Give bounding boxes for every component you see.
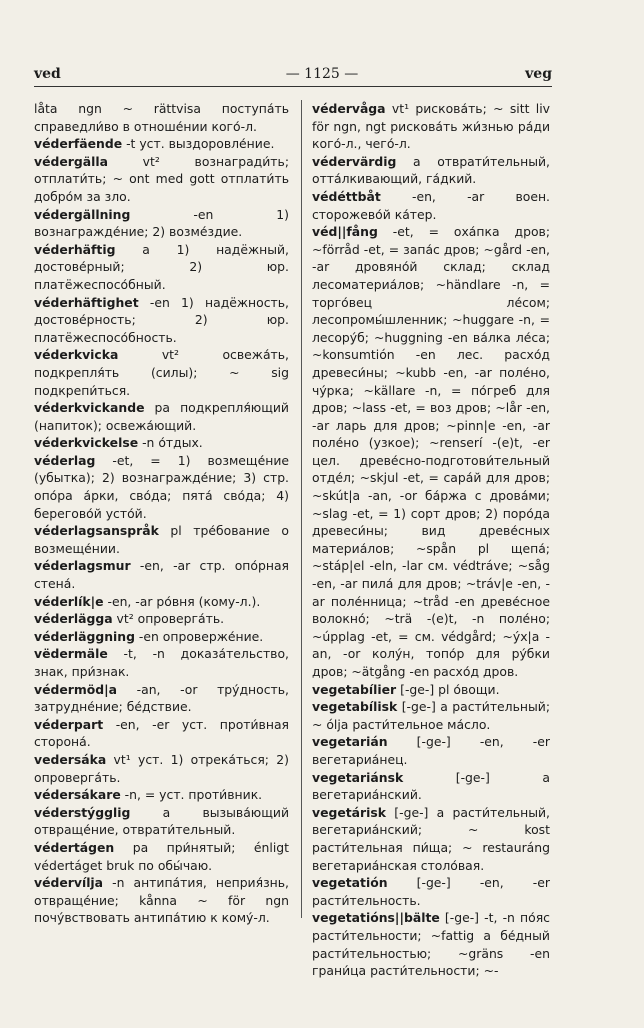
entry-headword: véderfäende <box>34 136 123 152</box>
dictionary-entry <box>34 346 289 399</box>
dictionary-entry <box>312 100 550 153</box>
entry-definition: a отврати́тельный, отта́лкивающий, га́дкий. <box>312 153 550 187</box>
dictionary-entry <box>34 100 289 135</box>
entry-headword: védergälla <box>34 153 108 169</box>
header-right-guide-word: veg <box>525 66 552 82</box>
dictionary-entry <box>312 698 550 733</box>
entry-definition: -t уст. выздоровле́ние. <box>122 136 275 152</box>
entry-definition: [-ge-] a расти́тельный, вегетариа́нский; ~ kost расти́тельная пи́ща; ~ restauráng вегетариа́нская столо́вая. <box>312 804 550 873</box>
entry-headword: véderlag <box>34 452 96 468</box>
entry-definition: -et, = оха́пка дров; ~förråd -et, = запа́с дров; ~gård -en, -ar дровяно́й склад; склад лесоматериа́лов; ~händlare -n, = торго́вец ле́сом; лесопромы́шленник; ~huggare -n, = лесору́б; ~huggning -en ва́лка ле́са; ~konsumtión -en лес. расхо́д древеси́ны; ~kubb -en, -ar поле́но, чу́рка; ~källare -n, = по́греб для дров; ~lass -et, = воз дров; ~lår -en, -ar ларь для дров; ~pinn|e -en, -ar поле́но (узкое); ~renserí -(e)t, -er цел. древе́сно-подготови́тельный отде́л; ~skjul -et, = сара́й для дров; ~skút|a -an, -or ба́ржа с дрова́ми; ~slag -et, = 1) сорт дров; 2) поро́да древеси́ны; вид древе́сных материа́лов; ~spån pl щепа́; ~stáp|el -eln, -lar см. védtráve; ~såg -en, -ar пила́ для дров; ~tráv|e -en, -ar поле́нница; ~tråd -en древе́сное волокно́; ~trä -(e)t, -n поле́но; ~úpplag -et, = см. védgård; ~ýx|a -an, -or колу́н, топо́р для ру́бки дров; ~ätgång -en расхо́д дров. <box>312 224 550 679</box>
dictionary-entry <box>312 733 550 768</box>
dictionary-entry <box>312 769 550 804</box>
entry-headword: védermöd|a <box>34 681 118 697</box>
dictionary-entry <box>34 206 289 241</box>
dictionary-entry <box>34 786 289 804</box>
entry-headword: vëdermäle <box>34 646 108 662</box>
entry-definition: vt² опроверга́ть. <box>112 611 225 627</box>
entry-definition: -an, -or тру́дность, затрудне́ние; бе́дствие. <box>34 681 289 715</box>
entry-definition: vt¹ рискова́ть; ~ sitt liv för ngn, ngt рискова́ть жи́знью ра́ди кого́-л., чего́-л. <box>312 101 550 152</box>
entry-definition: -en, -er уст. проти́вная сторона́. <box>34 716 289 750</box>
dictionary-entry <box>34 681 289 716</box>
entry-headword: védertágen <box>34 839 115 855</box>
entry-definition: -en 1) надёжность, достове́рность; 2) юр. платёжеспосо́бность. <box>34 294 289 345</box>
dictionary-entry <box>34 751 289 786</box>
right-column <box>312 100 550 980</box>
column-divider <box>301 100 302 918</box>
entry-definition: -en опроверже́ние. <box>134 628 264 644</box>
entry-definition: [-ge-] a вегетариа́нский. <box>312 769 550 803</box>
left-column <box>34 100 289 927</box>
dictionary-entry <box>34 645 289 680</box>
entry-definition: -en, -ar стр. опо́рная стена́. <box>34 558 289 592</box>
dictionary-entry <box>34 716 289 751</box>
entry-definition: [-ge-] -en, -er вегетариа́нец. <box>312 734 550 767</box>
entry-definition: vt² освежа́ть, подкрепля́ть (силы); ~ sig подкрепи́ться. <box>34 347 289 398</box>
entry-headword: védervåga <box>312 101 386 116</box>
dictionary-entry <box>34 804 289 839</box>
entry-headword: véderhäftighet <box>34 294 139 310</box>
entry-headword: véderkvickande <box>34 400 145 416</box>
dictionary-entry <box>34 593 289 611</box>
entry-headword: vegetariánsk <box>312 769 404 785</box>
dictionary-entry <box>34 522 289 557</box>
entry-headword: vegetarián <box>312 734 388 750</box>
entry-headword: védergällning <box>34 206 131 222</box>
entry-headword: véderlík|e <box>34 593 104 609</box>
dictionary-entry <box>34 135 289 153</box>
entry-definition: [-ge-] a расти́тельный; ~ ólja расти́тельное ма́сло. <box>312 699 550 732</box>
dictionary-entry <box>34 628 289 646</box>
entry-definition: [-ge-] -t, -n по́яс расти́тельности; ~fattig a бе́дный расти́тельностью; ~gräns -en грани́ца расти́тельности; ~- <box>312 910 550 979</box>
dictionary-entry <box>312 909 550 979</box>
entry-headword: védervärdig <box>312 153 397 169</box>
entry-headword: véderhäftig <box>34 241 116 257</box>
entry-headword: véderläggning <box>34 628 135 644</box>
dictionary-entry <box>34 610 289 628</box>
entry-definition: -n, = уст. проти́вник. <box>120 787 263 803</box>
header-rule <box>34 86 552 87</box>
entry-definition: pa при́нятый; énligt védertáget bruk по обы́чаю. <box>34 839 289 873</box>
entry-headword: vegetabílisk <box>312 699 398 715</box>
entry-definition: -n о́тдых. <box>138 435 203 451</box>
dictionary-entry <box>34 399 289 434</box>
dictionary-entry <box>34 241 289 294</box>
entry-headword: vegetárisk <box>312 804 387 820</box>
dictionary-entry <box>312 188 550 223</box>
entry-definition: [-ge-] -en, -er расти́тельность. <box>312 875 550 908</box>
dictionary-entry <box>312 874 550 909</box>
dictionary-entry <box>34 452 289 522</box>
entry-headword: védervílja <box>34 875 104 891</box>
entry-headword: véderlägga <box>34 611 113 627</box>
entry-headword: véderlagsanspråk <box>34 523 159 539</box>
entry-definition: a вызыва́ющий отвраще́ние, отврати́тельный. <box>34 804 289 838</box>
entry-definition: -et, = 1) возмеще́ние (убытка); 2) вознагражде́ние; 3) стр. опо́ра а́рки, сво́да; пята́ сво́да; 4) берегово́й усто́й. <box>34 452 289 521</box>
entry-headword: vedersáka <box>34 751 107 767</box>
entry-definition: pl тре́бование о возмеще́нии. <box>34 523 289 556</box>
entry-headword: véderlagsmur <box>34 558 131 574</box>
entry-headword: véd||fång <box>312 224 378 240</box>
entry-definition: -n антипа́тия, неприя́знь, отвраще́ние; kånna ~ för ngn почу́вствовать антипа́тию к кому́-л. <box>34 875 289 926</box>
entry-headword: vegetatión <box>312 875 388 891</box>
dictionary-entry <box>312 681 550 699</box>
header-left-guide-word: ved <box>34 66 61 82</box>
entry-definition: -en, -ar воен. сторожево́й ка́тер. <box>312 188 550 222</box>
entry-definition: -en, -ar ро́вня (кому-л.). <box>103 593 261 609</box>
dictionary-entry <box>34 434 289 452</box>
entry-headword: véderpart <box>34 716 104 732</box>
dictionary-entry <box>312 804 550 874</box>
entry-definition: a 1) надёжный, достове́рный; 2) юр. платёжеспосо́бный. <box>34 241 289 292</box>
dictionary-entry <box>312 223 550 680</box>
entry-headword: védéttbåt <box>312 188 381 204</box>
entry-definition: -t, -n доказа́тельство, знак, при́знак. <box>34 646 289 679</box>
dictionary-entry <box>34 874 289 927</box>
entry-headword: véderstýgglig <box>34 804 131 820</box>
dictionary-entry <box>34 839 289 874</box>
dictionary-entry <box>312 153 550 188</box>
entry-headword: vegetatións||bälte <box>312 910 440 926</box>
entry-headword: véderkvickelse <box>34 435 139 451</box>
entry-definition: [-ge-] pl о́вощи. <box>396 681 500 697</box>
entry-definition: -en 1) вознагражде́ние; 2) возме́здие. <box>34 206 289 240</box>
entry-headword: vegetabílier <box>312 681 397 697</box>
entry-definition: låta ngn ~ rättvisa поступа́ть справедли́во в отноше́нии кого́-л. <box>34 101 289 134</box>
entry-headword: védersákare <box>34 787 121 803</box>
entry-definition: vt¹ уст. 1) отрека́ться; 2) опроверга́ть. <box>34 751 289 785</box>
dictionary-entry <box>34 557 289 592</box>
entry-definition: vt² вознагради́ть; отплати́ть; ~ ont med gott отплати́ть добро́м за зло. <box>34 153 289 204</box>
dictionary-entry <box>34 294 289 347</box>
entry-definition: pa подкрепля́ющий (напиток); освежа́ющий. <box>34 400 289 433</box>
dictionary-entry <box>34 153 289 206</box>
entry-headword: véderkvicka <box>34 347 119 363</box>
page-number: — 1125 — <box>285 66 359 82</box>
